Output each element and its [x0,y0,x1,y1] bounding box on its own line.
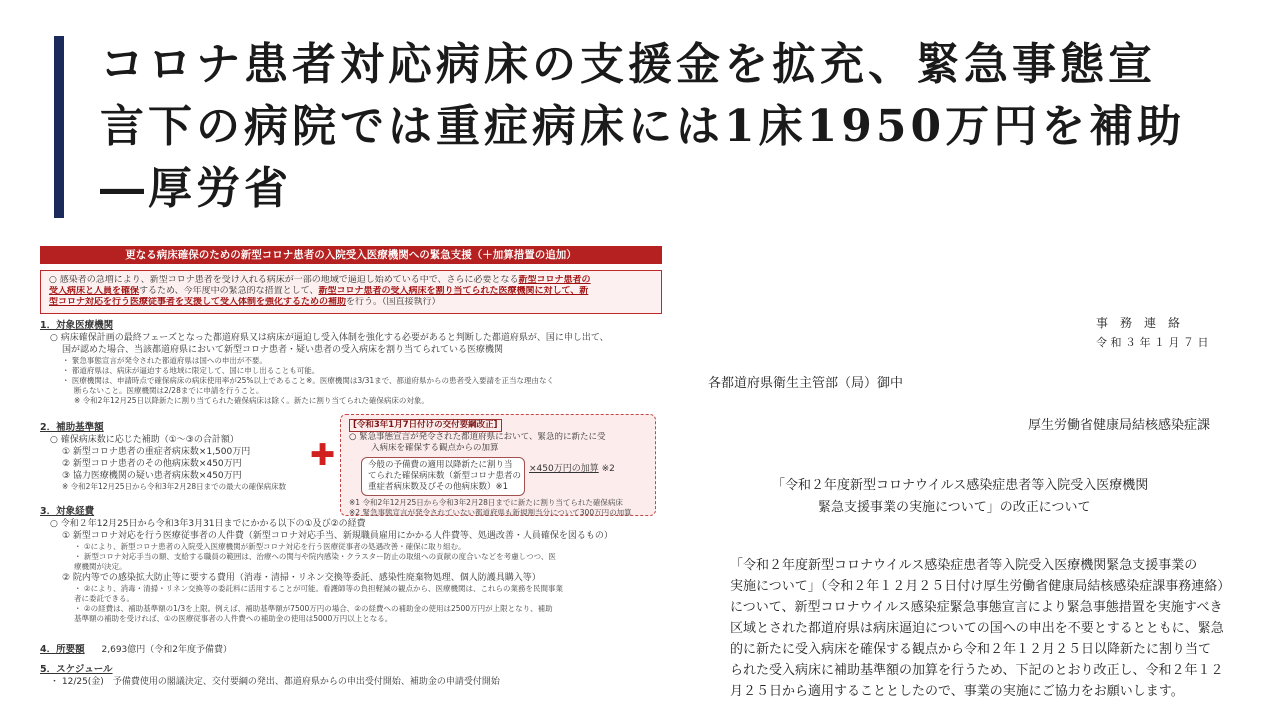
section-subsidy-amount [40,418,340,492]
doc-line: ③ 協力医療機関の疑い患者病床数×450万円 [62,471,242,481]
doc-banner: 更なる病床確保のための新型コロナ患者の入院受入医療機関への緊急支援（＋加算措置の追加） [40,246,662,264]
section-heading: 2．補助基準額 [40,422,104,433]
doc-line: ※2 緊急事態宣言が発令されていない都道府県も新規割当分について300万円の加算 [349,508,632,517]
budget-value: 2,693億円（令和2年度予備費） [101,645,232,655]
doc-line: 入病床を確保する観点からの加算 [371,443,499,453]
title-line-2: 言下の病院では重症病床には1床1950万円を補助 [100,101,1186,152]
doc-line: ・ ①により、新型コロナ患者の入院受入医療機関が新型コロナ対応を行う医療従事者の処遇改善・確保に取り組む。 [74,542,466,551]
new-beds-box [361,457,525,496]
left-document-image [40,246,662,686]
body-line: られた受入病床に補助基準額の加算を行うため、下記のとおり改正し、令和２年１２ [730,663,1224,678]
addition-note: ※2 [601,464,615,474]
doc-line: ○ 緊急事態宣言が発令された都道府県において、緊急的に新たに受 [349,432,606,442]
intro-highlight: 型コロナ対応を行う医療従事者を支援して受入体制を強化するための補助 [49,297,347,307]
doc-line: ② 院内等での感染拡大防止等に要する費用（消毒・清掃・リネン交換等委託、感染性廃棄物処理、個人防護具購入等） [62,573,541,583]
doc-line: ① 新型コロナ対応を行う医療従事者の人件費（新型コロナ対応手当、新規職員雇用にかかる人件費等、処遇改善・人員確保を図るもの） [62,531,613,541]
doc-line: ・ ②の経費は、補助基準額の1/3を上限。例えば、補助基準額が7500万円の場合、②の経費への補助金の使用は2500万円が上限となり、補助 [74,604,553,613]
body-line: について、新型コロナウイルス感染症緊急事態宣言により緊急事態措置を実施すべき [730,600,1223,615]
notice-subject-line-2: 緊急支援事業の実施について」の改正について [818,500,1091,515]
notice-body [730,555,1230,702]
section-heading: 1．対象医療機関 [40,320,114,331]
section-schedule [40,660,662,688]
doc-line: 療機関が決定。 [74,562,127,571]
doc-line: 断らないこと。医療機関は2/28までに申請を行うこと。 [74,386,264,395]
intro-text: を行う。（国直接執行） [346,297,441,307]
intro-text: するため、今年度中の緊急的な措置として、 [139,286,319,296]
body-line: 実施について」（令和２年１２月２５日付け厚生労働省健康局結核感染症課事務連絡） [730,579,1231,594]
page-title [100,34,1260,220]
doc-line: 国が認めた場合、当該都道府県において新型コロナ患者・疑い患者の受入病床を割り当てられている医療機関 [62,345,504,355]
amendment-box [340,414,656,516]
intro-box [40,270,662,314]
doc-line: ・ 新型コロナ対応手当の額、支給する職員の範囲は、治療への関与や院内感染・クラスター防止の取組への貢献の度合いなどを考慮しつつ、医 [74,552,556,561]
doc-line: ※ 令和2年12月25日から令和3年2月28日までの最大の確保病床数 [62,482,287,491]
section-budget [40,644,662,656]
body-line: 月２５日から適用することとしたので、事業の実施にご協力をお願いします。 [730,684,1184,699]
doc-line: ① 新型コロナ患者の重症者病床数×1,500万円 [62,447,251,457]
doc-line: 者に委託できる。 [74,594,134,603]
title-line-3: ―厚労省 [100,163,292,214]
notice-date: 令 和 ３ 年 １ 月 ７ 日 [1096,336,1209,349]
body-line: 「令和２年度新型コロナウイルス感染症患者等入院受入医療機関緊急支援事業の [730,558,1198,573]
doc-line: ・ ②により、消毒・清掃・リネン交換等の委託料に活用することが可能。看護師等の負担軽減の観点から、医療機関は、これらの業務を民間事業 [74,584,563,593]
doc-line: ※ 令和2年12月25日以降新たに割り当てられた確保病床は除く。新たに割り当てられた確保病床の対象。 [74,396,429,405]
body-line: 区域とされた都道府県は病床逼迫についての国への申出を不要とするとともに、緊急 [730,621,1224,636]
title-line-1: コロナ患者対応病床の支援金を拡充、緊急事態宣 [100,39,1156,90]
notice-sender: 厚生労働省健康局結核感染症課 [1028,418,1211,433]
doc-line: てられた確保病床数（新型コロナ患者の [368,471,522,481]
doc-line: 重症者病床数及びその他病床数）※1 [368,482,509,492]
notice-subject-line-1: 「令和２年度新型コロナウイルス感染症患者等入院受入医療機関 [772,478,1149,493]
doc-line: ○ 病床確保計画の最終フェーズとなった都道府県又は病床が逼迫し受入体制を強化する必要があると判断した都道府県が、国に申し出て、 [50,333,609,343]
doc-line: 基準額の補助を受ければ、①の医療従事者の人件費への補助金の使用は5000万円以上となる。 [74,614,393,623]
doc-line: ※1 令和2年12月25日から令和3年2月28日までに新たに割り当てられた確保病床 [349,498,623,507]
intro-highlight: 新型コロナ患者の [518,275,591,285]
section-target-institutions [40,316,662,406]
doc-line: ○ 令和２年12月25日から令和3年3月31日までにかかる以下の①及び②の経費 [50,519,366,529]
right-document-notice [700,300,1240,700]
section-eligible-expenses [40,502,662,624]
doc-line: ② 新型コロナ患者のその他病床数×450万円 [62,459,242,469]
notice-addressee: 各都道府県衛生主管部（局）御中 [708,376,904,391]
doc-line: ・ 緊急事態宣言が発令された都道府県は国への申出が不要。 [62,356,267,365]
intro-highlight: 新型コロナ患者の受入病床を割り当てられた医療機関に対して、新 [318,286,589,296]
doc-line: ・ 12/25(金) 予備費使用の閣議決定、交付要綱の発出、都道府県からの申出受付開始、補助金の申請受付開始 [50,677,500,687]
doc-line: ・ 都道府県は、病床が逼迫する地域に限定して、国に申し出ることも可能。 [62,366,320,375]
intro-text: ○ 感染者の急増により、新型コロナ患者を受け入れる病床が一部の地域で逼迫し始めている中で、さらに必要となる [49,275,519,285]
notice-type: 事 務 連 絡 [1096,316,1181,330]
doc-line: ・ 医療機関は、申請時点で確保病床の病床使用率が25%以上であること※。医療機関は3/31まで、都道府県からの患者受入要請を正当な理由なく [62,376,555,385]
section-heading: 4．所要額 [40,644,85,655]
addition-amount: ×450万円の加算 [529,464,599,474]
addition-calc [529,464,615,475]
body-line: 的に新たに受入病床を確保する観点から令和２年１２月２５日以降新たに割り当て [730,642,1212,657]
amendment-tag: [令和3年1月7日付けの交付要綱改正] [349,419,502,432]
title-accent-bar [54,36,64,218]
doc-line: 今般の予備費の適用以降新たに割り当 [368,460,513,470]
plus-icon: ✚ [310,438,336,473]
doc-line: ○ 確保病床数に応じた補助（①～③の合計額） [50,435,239,445]
section-heading: 5．スケジュール [40,664,113,675]
intro-highlight: 受入病床と人員を確保 [49,286,140,296]
section-heading: 3．対象経費 [40,506,95,517]
